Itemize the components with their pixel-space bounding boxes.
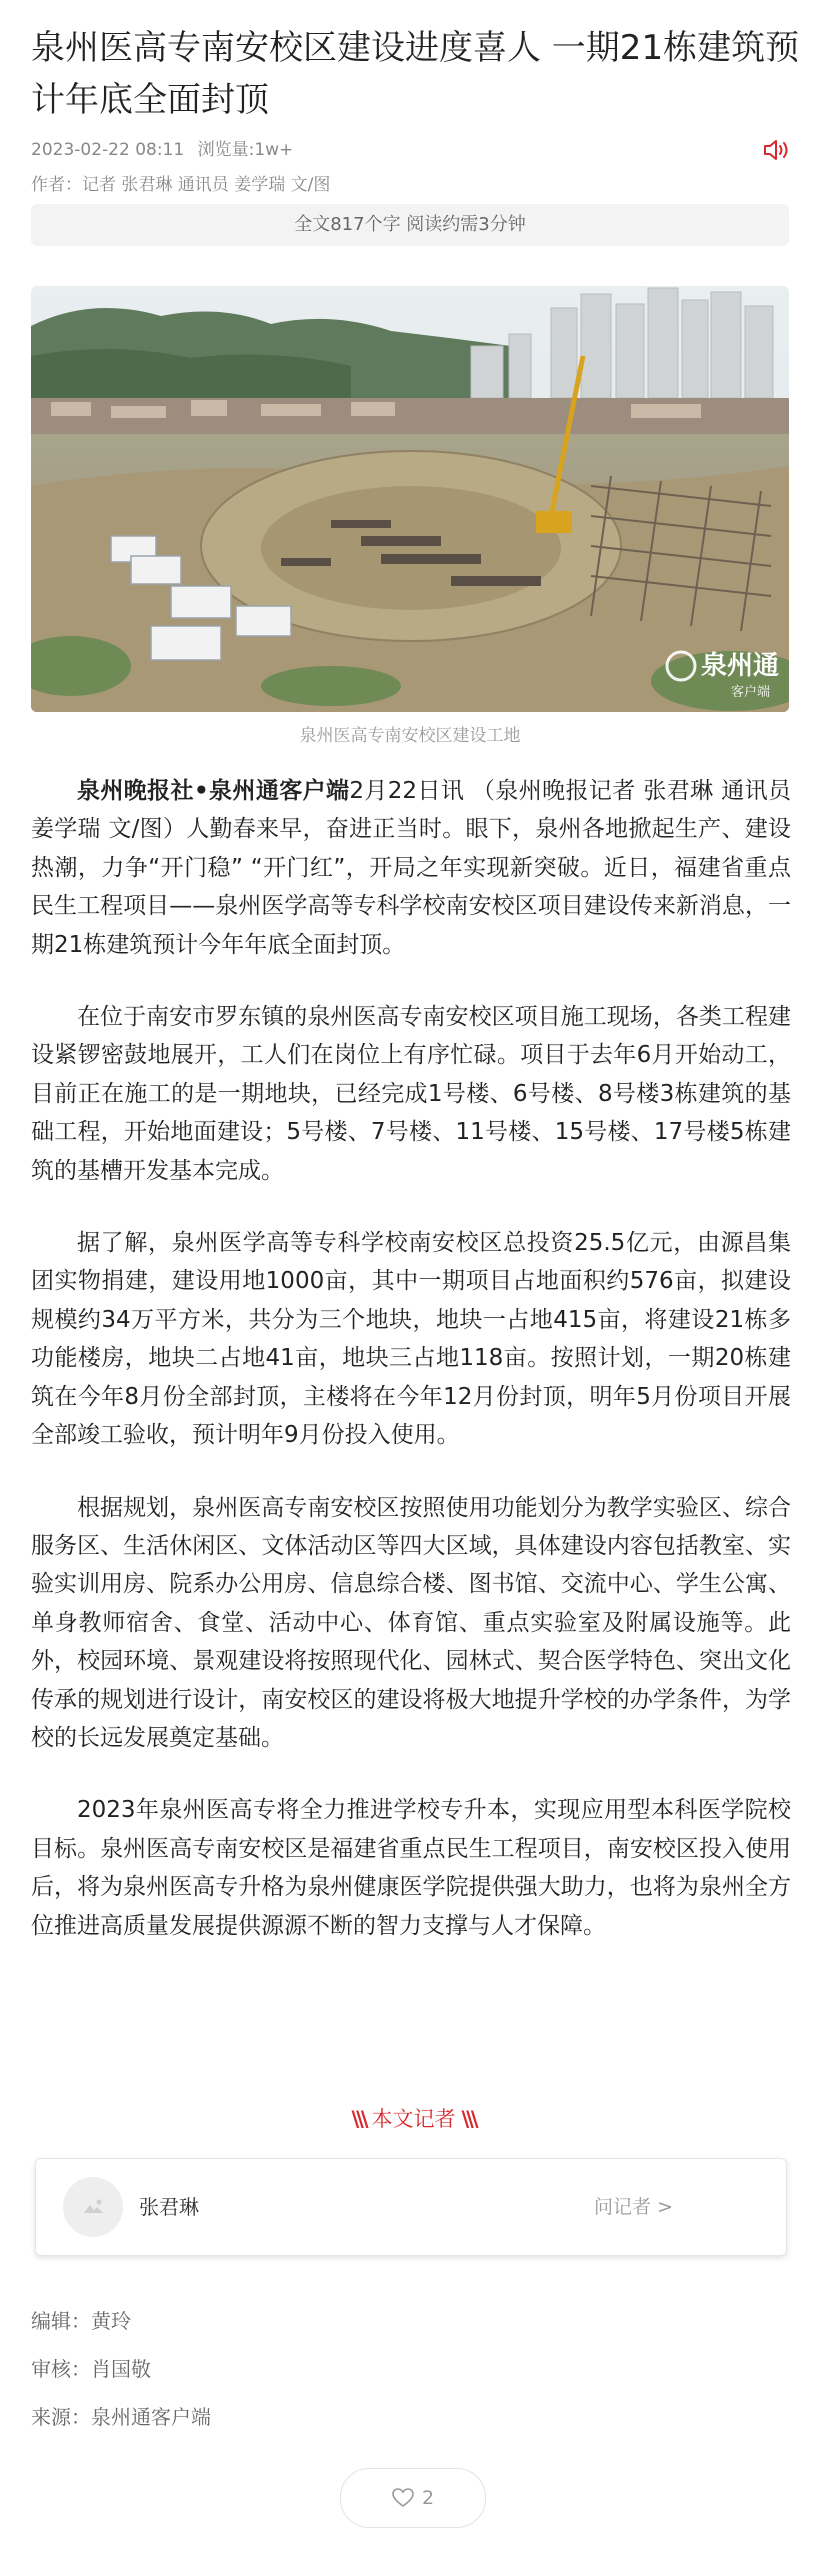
construction-site-photo[interactable]: [31, 286, 789, 712]
source-credit: 来源：泉州通客户端: [31, 2405, 211, 2429]
reading-summary: 全文817个字 阅读约需3分钟: [31, 204, 789, 246]
article-paragraph: 泉州晚报社•泉州通客户端2月22日讯 （泉州晚报记者 张君琳 通讯员 姜学瑞 文/图）人勤春来早，奋进正当时。眼下，泉州各地掀起生产、建设热潮，力争“开门稳” “开门红”，开局之年实现新突破。近日，福建省重点民生工程项目——泉州医学高等专科学校南安校区项目建设传来新消息，一期21栋建筑预计今年年底全面封顶。: [31, 778, 791, 958]
article-paragraph: 据了解，泉州医学高等专科学校南安校区总投资25.5亿元，由源昌集团实物捐建，建设用地1000亩，其中一期项目占地面积约576亩，拟建设规模约34万平方米，共分为三个地块，地块一占地415亩，将建设21栋多功能楼房，地块二占地41亩，地块三占地118亩。按照计划，一期20栋建筑在今年8月份全部封顶，主楼将在今年12月份封顶，明年5月份项目开展全部竣工验收，预计明年9月份投入使用。: [31, 1230, 791, 1449]
publish-date: 2023-02-22 08:11: [31, 140, 185, 160]
like-count: 2: [421, 2487, 435, 2509]
speaker-icon[interactable]: [763, 138, 793, 162]
author-line: 作者：记者 张君琳 通讯员 姜学瑞 文/图: [31, 175, 331, 195]
reporter-section-heading: \\\ 本文记者 \\\: [351, 2107, 476, 2131]
image-caption: 泉州医高专南安校区建设工地: [299, 726, 521, 746]
article-paragraph: 2023年泉州医高专将全力推进学校专升本，实现应用型本科医学院校目标。泉州医高专南安校区是福建省重点民生工程项目，南安校区投入使用后，将为泉州医高专升格为泉州健康医学院提供强大助力，也将为泉州全方位推进高质量发展提供源源不断的智力支撑与人才保障。: [31, 1797, 791, 1939]
reporter-card[interactable]: [35, 2158, 787, 2256]
heart-icon: [392, 2488, 414, 2508]
svg-text:泉州通: 泉州通: [701, 651, 780, 681]
article-body: [31, 772, 791, 1979]
editor-credit: 编辑：黄玲: [31, 2309, 131, 2333]
decor-slash-icon: \\\: [351, 2107, 366, 2131]
reporter-name[interactable]: 张君琳: [139, 2195, 199, 2219]
decor-slash-icon: \\\: [461, 2107, 476, 2131]
avatar[interactable]: [63, 2177, 123, 2237]
article-title: 泉州医高专南安校区建设进度喜人 一期21栋建筑预计年底全面封顶: [31, 28, 800, 120]
ask-reporter-link[interactable]: 问记者 >: [594, 2196, 673, 2218]
article-paragraph: 在位于南安市罗东镇的泉州医高专南安校区项目施工现场，各类工程建设紧锣密鼓地展开，工人们在岗位上有序忙碌。项目于去年6月开始动工，目前正在施工的是一期地块，已经完成1号楼、6号楼、8号楼3栋建筑的基础工程，开始地面建设；5号楼、7号楼、11号楼、15号楼、17号楼5栋建筑的基槽开发基本完成。: [31, 1004, 791, 1184]
reviewer-credit: 审核：肖国敬: [31, 2357, 151, 2381]
avatar-placeholder-icon: [63, 2177, 123, 2237]
like-button[interactable]: [340, 2468, 486, 2528]
view-count: 浏览量:1w+: [197, 140, 294, 160]
lead-source: 泉州晚报社•泉州通客户端: [77, 778, 350, 804]
article-paragraph: 根据规划，泉州医高专南安校区按照使用功能划分为教学实验区、综合服务区、生活休闲区、文体活动区等四大区域，具体建设内容包括教室、实验实训用房、院系办公用房、信息综合楼、图书馆、交流中心、学生公寓、单身教师宿舍、食堂、活动中心、体育馆、重点实验室及附属设施等。此外，校园环境、景观建设将按照现代化、园林式、契合医学特色、突出文化传承的规划进行设计，南安校区的建设将极大地提升学校的办学条件，为学校的长远发展奠定基础。: [31, 1494, 791, 1751]
svg-text:客户端: 客户端: [731, 685, 771, 700]
article-meta: [31, 136, 793, 164]
